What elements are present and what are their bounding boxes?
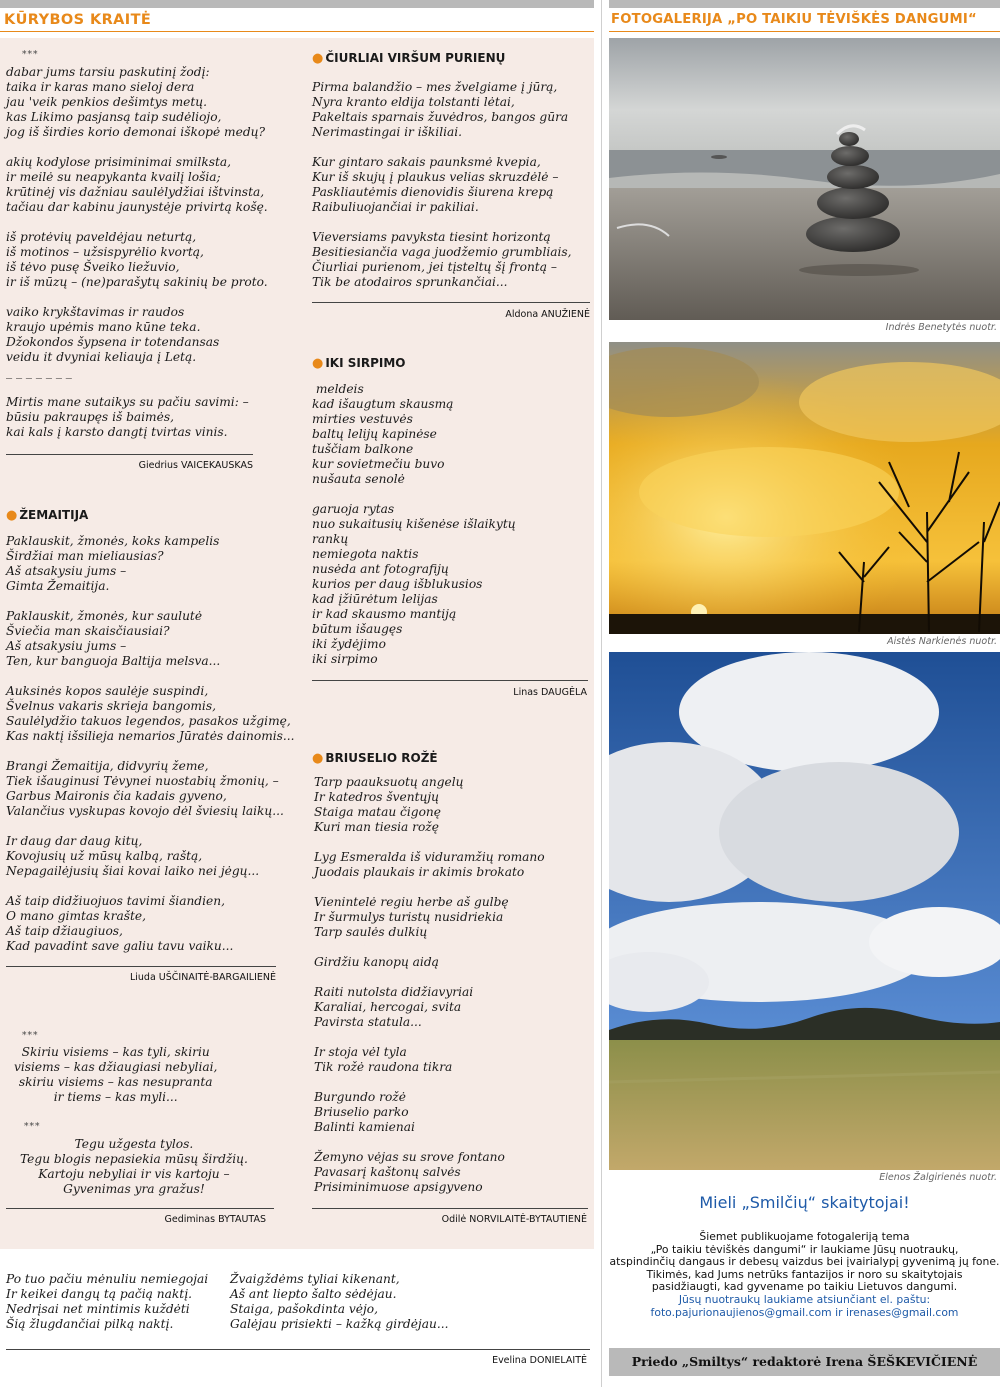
notice-line: Šiemet publikuojame fotogaleriją tema [699,1230,910,1243]
poem-title-text: IKI SIRPIMO [325,356,406,370]
poem-author: Odilė NORVILAITĖ-BYTAUTIENĖ [441,1214,587,1225]
poem-ciurliai-text: Pirma balandžio – mes žvelgiame į jūrą, Nyra kranto eldija tolstanti lėtai, Pakeltais sparnais žuvėdros, bangos gūra Nerimastingai ir iškiliai. Kur gintaro sakais paunksmė kvepia, Kur iš skujų į plaukus velias skruzdėlė – Paskliautėmis dienovidis šiurena krepą Raibuliuojančiai ir pakiliai. Vieversiams pavyksta tiesint horizontą Besitiesiančia vaga juodžemio grumbliais, Čiurliai purienom, jei tįsteltų šį frontą – Tik be atodairos sprunkančiai... [312,80,572,289]
poem-stars: *** [22,50,39,60]
right-title-rule [609,31,1000,32]
author-rule [312,680,588,681]
author-rule [312,302,590,303]
poem-title-iki-sirpimo: ● IKI SIRPIMO [312,356,406,371]
poem-stars: *** [24,1122,41,1132]
poem-author: Gediminas BYTAUTAS [164,1214,266,1225]
notice-email-link[interactable]: foto.pajurionaujienos@gmail.com ir irenases@gmail.com [650,1305,959,1319]
notice-line: atspindinčių dangaus ir debesų vaizdus bei įvairialypį gyvenimą jų fone. [609,1255,1000,1269]
editor-credit-bar: Priedo „Smiltys“ redaktorė Irena ŠEŠKEVIČIENĖ [609,1348,1000,1376]
author-rule [6,454,253,455]
photo-stone-cairn-beach [609,38,1000,320]
reader-notice-heading: Mieli „Smilčių“ skaitytojai! [699,1193,910,1212]
photo-caption: Elenos Žalgirienės nuotr. [879,1172,997,1183]
top-bar-left [0,0,594,8]
author-rule [312,1208,588,1209]
right-section-title: FOTOGALERIJA „PO TAIKIU TĖVIŠKĖS DANGUMI“ [611,12,977,27]
poem-title-briuselio-roze: ● BRIUSELIO ROŽĖ [312,751,438,766]
poem-title-text: ŽEMAITIJA [19,508,89,522]
poem-title-ciurliai: ● ČIURLIAI VIRŠUM PURIENŲ [312,51,506,66]
column-divider [601,0,602,1387]
notice-line: pasidžiaugti, kad gyvename po taikiu Lietuvos dangumi. [651,1280,958,1294]
poem-moon-text: Po tuo pačiu mėnuliu nemiegojai Ir keikei dangų tą pačią naktį. Nedrįsai net mintimis kuždėti Šią žlugdančiai pilką naktį. [6,1272,209,1331]
poem-zemaitija-text: Paklauskit, žmonės, koks kampelis Širdžiai man mieliausias? Aš atsakysiu jums – Gimta Žemaitija. Paklauskit, žmonės, kur saulutė Šviečia man skaisčiausiai? Aš atsakysiu jums – Ten, kur banguoja Baltija melsva... Auksinės kopos saulėje suspindi, Švelnus vakaris skrieja bangomis, Saulėlydžio takuos legendos, pasakos užgimę, Kas naktį išsilieja nemarios Jūratės dainomis... Brangi Žemaitija, didvyrių žeme, Tiek išauginusi Tėvynei nuostabių žmonių, – Garbus Maironis čia kadais gyveno, Valančius vyskupas kovojo dėl šviesių laikų... Ir daug dar daug kitų, Kovojusių už mūsų kalbą, raštą, Nepagailėjusių šiai kovai laiko nei jėgų... Aš taip didžiuojuos tavimi šiandien, O mano gimtas krašte, Aš taip džiaugiuos, Kad pavadint save galiu tavu vaiku... [6,534,295,953]
poem-stars: *** [22,1031,39,1041]
photo-caption: Aistės Narkienės nuotr. [887,636,997,647]
poem-dedication-text: Skiriu visiems – kas tyli, skiriu visiems – kas džiaugiasi nebyliai, skiriu visiems – kas nesupranta ir tiems – kas myli... [14,1045,218,1104]
poem-author: Giedrius VAICEKAUSKAS [138,460,253,471]
notice-line: Jūsų nuotraukų laukiame atsiunčiant el. paštu: [678,1292,931,1306]
poem-iki-sirpimo-text: meldeis kad išaugtum skausmą mirties vestuvės baltų lelijų kapinėse tuščiam balkone kur sovietmečiu buvo nušauta senolė garuoja rytas nuo sukaitusių kišenėse išlaikytų rankų nemiegota naktis nusėda ant fotografijų kurios per daug išblukusios kad įžiūrėtum lelijas ir kad skausmo mantiją būtum išaugęs iki žydėjimo iki sirpimo [312,382,516,666]
author-rule [6,1349,590,1350]
author-rule [6,1208,274,1209]
reader-notice-body [609,1231,1000,1319]
poem-author: Liuda UŠČINAITĖ-BARGAILIENĖ [129,972,276,983]
photo-caption: Indrės Benetytės nuotr. [885,322,997,333]
poem-title-text: ČIURLIAI VIRŠUM PURIENŲ [325,51,506,65]
poem-stars-text: Žvaigždėms tyliai kikenant, Aš ant liepto šalto sėdėjau. Staiga, pašokdinta vėjo, Galėjau prisiekti – kažką girdėjau... [230,1272,449,1331]
notice-line: „Po taikiu tėviškės dangumi“ ir laukiame Jūsų nuotraukų, [650,1242,959,1256]
poem-title-text: BRIUSELIO ROŽĖ [325,751,438,765]
photo-clouds-over-field [609,652,1000,1170]
poem-untitled-text: dabar jums tarsiu paskutinį žodį: taika ir karas mano sieloj dera jau 'veik penkios dešimtys metų. kas Likimo pasjansą taip sudėliojo, jog iš širdies korio demonai iškopė medų? akių kodylose prisiminimai smilksta, ir meilė su neapykanta kvailį lošia; krūtinėj vis dažniau saulėlydžiai ištvinsta, tačiau dar kabinu jaunystėje privirtą košę. iš protėvių paveldėjau neturtą, iš motinos – užsispyrėlio kvortą, iš tėvo pusę Šveiko liežuvio, ir iš mūzų – (ne)parašytų sakinių be proto. vaiko krykštavimas ir raudos kraujo upėmis mano kūne teka. Džokondos šypsena ir totendansas veidu it dvyniai keliauja į Letą. _ _ _ _ _ _ _ Mirtis mane sutaikys su pačiu savimi: – būsiu pakraupęs iš baimės, kai kals į karsto dangtį tvirtas vinis. [6,65,268,439]
left-title-rule [0,31,594,32]
poem-author: Linas DAUGĖLA [513,687,587,698]
poem-briuselio-roze-text: Tarp paauksuotų angelų Ir katedros šventųjų Staiga matau čigonę Kuri man tiesia rožę Lyg Esmeralda iš viduramžių romano Juodais plaukais ir akimis brokato Vienintelė regiu herbe aš gulbę Ir šurmulys turistų nusidriekia Tarp saulės dulkių Girdžiu kanopų aidą Raiti nutolsta didžiavyriai Karaliai, hercogai, svita Pavirsta statula... Ir stoja vėl tyla Tik rožė raudona tikra Burgundo rožė Briuselio parko Balinti kamienai Žemyno vėjas su srove fontano Pavasarį kaštonų salvės Prisiminimuose apsigyveno [314,775,545,1194]
poem-author: Evelina DONIELAITĖ [492,1355,587,1366]
left-section-title: KŪRYBOS KRAITĖ [4,12,152,28]
poem-author: Aldona ANUŽIENĖ [505,309,590,320]
poem-silence-text: Tegu užgesta tylos. Tegu blogis nepasiekia mūsų širdžių. Kartoju nebyliai ir vis kartoju – Gyvenimas yra gražus! [20,1137,248,1196]
photo-golden-sunset [609,342,1000,634]
top-bar-right [609,0,1000,8]
author-rule [6,966,276,967]
poem-title-zemaitija: ● ŽEMAITIJA [6,508,89,523]
notice-line: Tikimės, kad Jums netrūks fantazijos ir noro su skaitytojais [646,1267,963,1281]
